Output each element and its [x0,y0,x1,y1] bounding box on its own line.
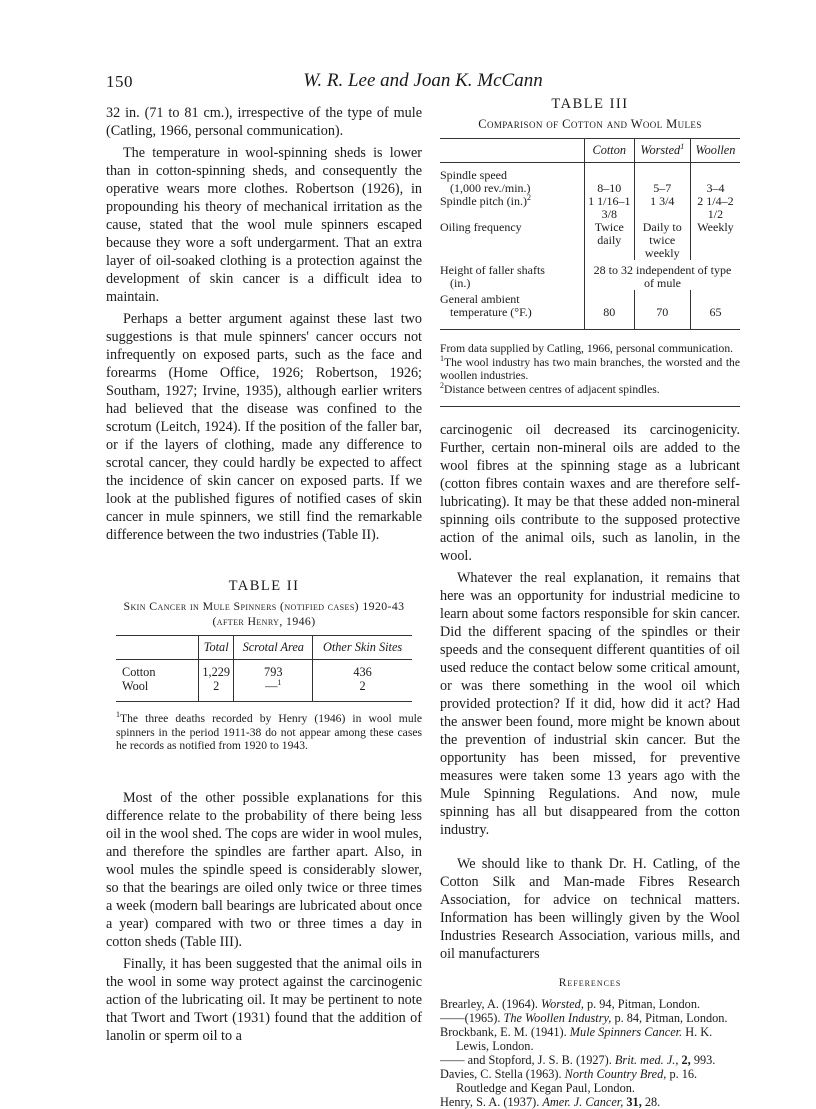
cell: 1 3/4 [634,195,690,221]
table-row [116,660,412,680]
table-row [440,260,740,290]
ref-journal: Brit. med. J., [614,1053,679,1067]
row-label-line: (in.) [450,276,471,290]
paragraph: The temperature in wool-spinning sheds is lower than in cotton-spinning sheds, and consequently the operative wears more clothes. Robertson (1926), in propounding his theory of mechanical irritation as the cause, stated that the wool mule spinners escaped because they wore a soft undergarment. That an extra layer of oil-soaked clothing is a protection against the development of skin cancer is a difficult idea to maintain. [106,145,422,305]
cell: 8–10 [585,163,635,196]
ref-details: p. 16. Routledge and Kegan Paul, London. [456,1067,698,1095]
ref-author: ——(1965). [440,1011,501,1025]
paragraph: Perhaps a better argument against these last two suggestions is that mule spinners' cancer occurs not infrequently on exposed parts, such as the face and forearms (Home Office, 1926; Robertson, 1926; Southam, 1927; Irvine, 1935), although earlier writers had believed that the disease was confined to the scrotum (Leitch, 1924). If the position of the faller bar, or if the layers of clothing, made any difference to scrotal cancer, they could hardly be expected to affect the incidence of skin cancer on exposed parts. If we look at the published figures of notified cases of skin cancer in mule spinners, we still find the remarkable difference between the two industries (Table II). [106,311,422,543]
paragraph: 32 in. (71 to 81 cm.), irrespective of the type of mule (Catling, 1966, personal communication). [106,105,422,139]
page-header [106,72,740,96]
reference-item [440,1011,740,1025]
table-row [440,163,740,196]
cell [585,260,741,290]
ref-author: Davies, C. Stella (1963). [440,1067,562,1081]
row-label: Cotton [122,665,156,679]
table-3-footnote [440,380,740,397]
footnote-marker: 1 [440,353,444,363]
reference-item [440,1025,740,1053]
footnote-marker: 1 [680,142,685,151]
cell [634,221,690,260]
row-label-line: temperature (°F.) [450,305,532,319]
row-label-line: (1,000 rev./min.) [450,181,531,195]
cell-line: Daily to [642,220,682,234]
cell: 80 [585,290,635,330]
cell: 5–7 [634,163,690,196]
cell: 436 [313,660,412,680]
ref-author: —— and Stopford, J. S. B. (1927). [440,1053,612,1067]
column-header: Woollen [690,139,740,163]
table-3-title: TABLE III [551,96,629,112]
ref-title: Worsted, [540,997,584,1011]
acknowledgement: We should like to thank Dr. H. Catling, of the Cotton Silk and Man-made Fibres Research Association, for advice on technical matters. Information has been willingly given by the Wool Industries Research Association, various mills, and oil manufacturers [440,856,740,962]
cell: 3–4 [690,163,740,196]
row-label [440,290,585,330]
column-header: Other Skin Sites [313,636,412,660]
cell [585,221,635,260]
table-2 [116,635,412,702]
table-header-row [440,139,740,163]
table-2-subtitle [106,599,422,629]
row-label-line: Spindle speed [440,168,507,182]
cell: 1,229 [199,660,234,680]
row-label [440,195,585,221]
left-column [106,104,422,1045]
footnote-text: The three deaths recorded by Henry (1946) in wool mule spinners in the period 1911-38 do not appear among these cases he records as notified from 1920 to 1943. [116,712,422,752]
ref-details: H. K. Lewis, London. [456,1025,713,1053]
running-head: W. R. Lee and Joan K. McCann [303,70,543,91]
footnote-marker: 1 [277,678,282,687]
cell-line: of mule [644,276,681,290]
column-header [634,139,690,163]
table-header-row [116,636,412,660]
footnote-marker: 2 [440,380,444,390]
table-row [116,679,412,702]
table-3-footnote [440,353,740,383]
paragraph: Whatever the real explanation, it remains that here was an opportunity for industrial medicine to learn about some factors responsible for skin cancer. Did the different spacing of the spindles or their speeds and the consequent different quantities of oil used reduce the contact below some critical amount, or was there something in the wool oil which provided protection? If it did, how did it act? Had the answer been found, more might be known about the prevention of industrial skin cancer. But the opportunity has been missed, for preventive measures were taken some 13 years ago with the Mule Spinning Regulations. And now, mule spinning has all but disappeared from the cotton industry. [440,570,740,838]
footnote-text: Distance between centres of adjacent spindles. [444,382,660,396]
reference-item [440,997,740,1011]
paragraph: carcinogenic oil decreased its carcinogenicity. Further, certain non-mineral oils are added to the wool fibres at the spinning stage as a lubricant (cotton fibres contain waxes and are therefore self-lubricating). It may be that these added non-mineral spinning oils contribute to the supposed protective action of the animal oils, such as lanolin, in the wool. [440,422,740,564]
ref-details: 28. [644,1095,661,1109]
table-2-subtitle-line: (after Henry, 1946) [212,614,316,628]
column-header: Scrotal Area [234,636,313,660]
cell: 793 [234,660,313,680]
ref-author: Brockbank, E. M. (1941). [440,1025,567,1039]
column-header-text: Worsted [640,143,681,157]
reference-item [440,1095,740,1109]
cell-line: 28 to 32 independent of type [593,263,732,277]
column-header: Cotton [585,139,635,163]
ref-details: 993. [693,1053,716,1067]
paragraph: Most of the other possible explanations for this difference relate to the probability of there being less oil in the wool shed. The cops are wider in wool mules, and therefore the spindles are farther apart. Also, in wool mules the spindle speed is considerably slower, so that the bearings are oiled only twice or three times a week (modern ball bearings are lubricated about once a year) compared with two or three times a day in cotton sheds (Table III). [106,789,422,950]
row-label: Wool [122,679,149,693]
ref-title: North Country Bred, [564,1067,667,1081]
row-label-line: General ambient [440,292,520,306]
cell: 65 [690,290,740,330]
ref-title: Mule Spinners Cancer. [569,1025,683,1039]
reference-item [440,1067,740,1095]
ref-author: Brearley, A. (1964). [440,997,538,1011]
reference-item [440,1053,740,1067]
table-row [440,195,740,221]
cell-text: — [265,679,278,693]
row-label [440,163,585,196]
table-3-subtitle: Comparison of Cotton and Wool Mules [478,117,702,131]
cell: 2 [199,679,234,702]
ref-details: p. 94, Pitman, London. [586,997,701,1011]
cell: 70 [634,290,690,330]
cell: 2 [313,679,412,702]
references-heading: References [558,977,622,989]
paragraph: Finally, it has been suggested that the animal oils in the wool in some way protect against the carcinogenic action of the lubricating oil. It may be pertinent to note that Twort and Twort (1931) found that the addition of lanolin or sperm oil to a [106,955,422,1044]
reference-list [440,997,740,1109]
column-header: Total [199,636,234,660]
cell: Weekly [690,221,740,260]
footnote-text: The wool industry has two main branches, the worsted and the woollen industries. [440,355,740,382]
row-label-line: Height of faller shafts [440,263,545,277]
cell-line: daily [597,233,622,247]
ref-title: The Woollen Industry, [503,1011,612,1025]
table-2-subtitle-line: Skin Cancer in Mule Spinners (notified cases) 1920-43 [123,599,405,613]
footnote-marker: 1 [116,710,120,719]
ref-volume: 2, [681,1053,691,1067]
cell-line: twice weekly [644,233,680,260]
cell-line: Twice [594,220,624,234]
ref-details: p. 84, Pitman, London. [614,1011,728,1025]
row-label: Oiling frequency [440,220,522,234]
ref-volume: 31, [626,1095,642,1109]
table-row [440,290,740,330]
table-2-footnote [116,712,422,753]
footnote-marker: 2 [527,193,531,202]
ref-journal: Amer. J. Cancer, [542,1095,624,1109]
cell: 1 1/16–1 3/8 [585,195,635,221]
cell: 2 1/4–2 1/2 [690,195,740,221]
table-3 [440,138,740,330]
table-3-source: From data supplied by Catling, 1966, personal communication. [440,342,734,355]
cell [234,679,313,702]
ref-author: Henry, S. A. (1937). [440,1095,540,1109]
right-column [440,96,740,1109]
table-2-title: TABLE II [228,578,300,594]
row-label [440,260,585,290]
page-number: 150 [106,72,133,91]
table-row [440,221,740,260]
row-label-text: Spindle pitch (in.) [440,194,527,208]
